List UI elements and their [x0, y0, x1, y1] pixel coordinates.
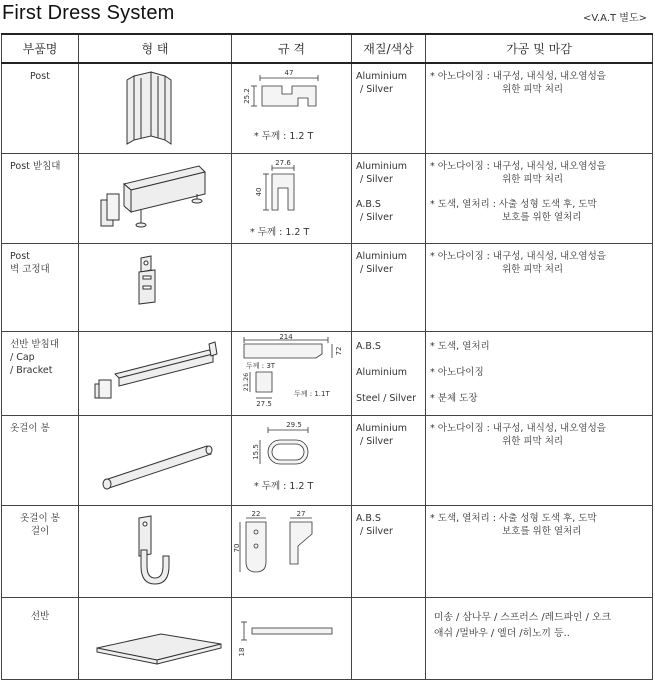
dim-height: 70 [233, 543, 241, 552]
hanger-rod-profile-drawing [232, 416, 352, 478]
thickness-label: * 두께 : 1.2 T [254, 480, 314, 492]
wall-bracket-illustration [79, 244, 232, 330]
part-name: 선반 [30, 610, 50, 622]
table-row [2, 415, 653, 505]
part-name: 옷걸이 봉 [10, 422, 50, 434]
col-header-part-name: 부품명 [2, 34, 79, 63]
dim-height: 15.5 [252, 443, 260, 460]
table-row [2, 243, 653, 331]
dim-width: 29.5 [286, 420, 302, 429]
table-header-row [2, 34, 653, 63]
part-name: Post 벽 고정대 [10, 250, 50, 275]
dim-cap-width: 27.5 [256, 399, 272, 408]
dim-width: 47 [284, 69, 294, 77]
color: / Silver [360, 263, 393, 275]
shelf-bracket-drawing [232, 332, 352, 412]
finish-line: * 아노다이징 : 내구성, 내식성, 내오염성을 [430, 71, 606, 82]
color: / Silver [360, 173, 393, 185]
shelf-board-drawing [232, 598, 352, 678]
part-name: 옷걸이 봉 걸이 [20, 512, 60, 537]
part-name: Post 받침대 [10, 160, 61, 172]
material: Aluminium [356, 71, 407, 82]
dim-width-a: 22 [251, 509, 261, 518]
material: A.B.S [356, 340, 381, 352]
finish-line: * 아노다이징 : 내구성, 내식성, 내오염성을 [430, 250, 606, 262]
color: / Silver [360, 211, 393, 223]
material: A.B.S [356, 198, 381, 210]
finish-line: * 도색, 열처리 [430, 340, 490, 352]
table-row [2, 331, 653, 415]
color: / Silver [360, 84, 393, 95]
hanger-rod-illustration [79, 416, 232, 504]
vat-note: <V.A.T 별도> [583, 13, 647, 24]
dim-cap-height: 21.26 [242, 372, 250, 391]
post-base-illustration [79, 154, 232, 242]
finish-line-cont: 위한 피막 처리 [502, 173, 564, 185]
material: Aluminium [356, 160, 407, 172]
material: Aluminium [356, 366, 407, 378]
col-header-finish: 가공 및 마감 [426, 34, 653, 63]
dim-height: 25.2 [243, 88, 251, 104]
thickness-b: 두께 : 1.1T [294, 389, 330, 398]
thickness-a: 두께 : 3T [246, 361, 276, 370]
finish-line: * 아노다이징 : 내구성, 내식성, 내오염성을 [430, 422, 606, 434]
col-header-material: 재질/색상 [352, 34, 426, 63]
thickness-label: * 두께 : 1.2 T [254, 131, 314, 142]
finish-line-cont: 위한 피막 처리 [502, 435, 564, 447]
dim-length: 214 [279, 332, 293, 341]
dim-height: 40 [255, 187, 263, 196]
table-row [2, 153, 653, 243]
rod-hanger-drawing [232, 506, 352, 594]
col-header-shape: 형 태 [79, 34, 232, 63]
finish-line: * 아노다이징 [430, 366, 484, 378]
finish-line-cont: 보호를 위한 열처리 [502, 211, 582, 223]
dim-thickness: 18 [238, 647, 246, 656]
shelf-bracket-illustration [79, 332, 232, 414]
finish-line: * 분체 도장 [430, 392, 478, 404]
finish-line-cont: 위한 피막 처리 [502, 263, 564, 275]
wood-types-line-cont: 애쉬 /멀바우 / 엘더 /히노끼 등.. [434, 627, 570, 639]
material: Aluminium [356, 422, 407, 434]
shelf-board-illustration [79, 598, 232, 678]
finish-line: * 도색, 열처리 : 사출 성형 도색 후, 도막 [430, 512, 597, 524]
thickness-label: * 두께 : 1.2 T [250, 226, 310, 238]
part-name: Post [30, 71, 50, 82]
post-base-profile-drawing [232, 154, 352, 224]
page-title: First Dress System [2, 2, 175, 24]
col-header-spec: 규 격 [232, 34, 352, 63]
finish-line: * 도색, 열처리 : 사출 성형 도색 후, 도막 [430, 198, 597, 210]
post-illustration [79, 64, 232, 152]
dim-width-b: 27 [296, 509, 306, 518]
dim-height: 72 [335, 346, 343, 355]
table-row [2, 505, 653, 597]
table-row [2, 597, 653, 679]
finish-line: * 아노다이징 : 내구성, 내식성, 내오염성을 [430, 160, 606, 172]
material: Aluminium [356, 250, 407, 262]
material: Steel / Silver [356, 392, 417, 404]
wood-types-line: 미송 / 삼나무 / 스프러스 /레드파인 / 오크 [434, 611, 611, 623]
finish-line-cont: 보호를 위한 열처리 [502, 525, 582, 537]
color: / Silver [360, 525, 393, 537]
post-profile-drawing [232, 64, 352, 128]
rod-hanger-illustration [79, 506, 232, 596]
spec-table [1, 33, 653, 680]
table-row [2, 63, 653, 153]
color: / Silver [360, 435, 393, 447]
part-name: 선반 받침대 / Cap / Bracket [10, 338, 59, 376]
dim-width: 27.6 [275, 158, 291, 167]
finish-line-cont: 위한 피막 처리 [502, 84, 564, 95]
material: A.B.S [356, 512, 381, 524]
